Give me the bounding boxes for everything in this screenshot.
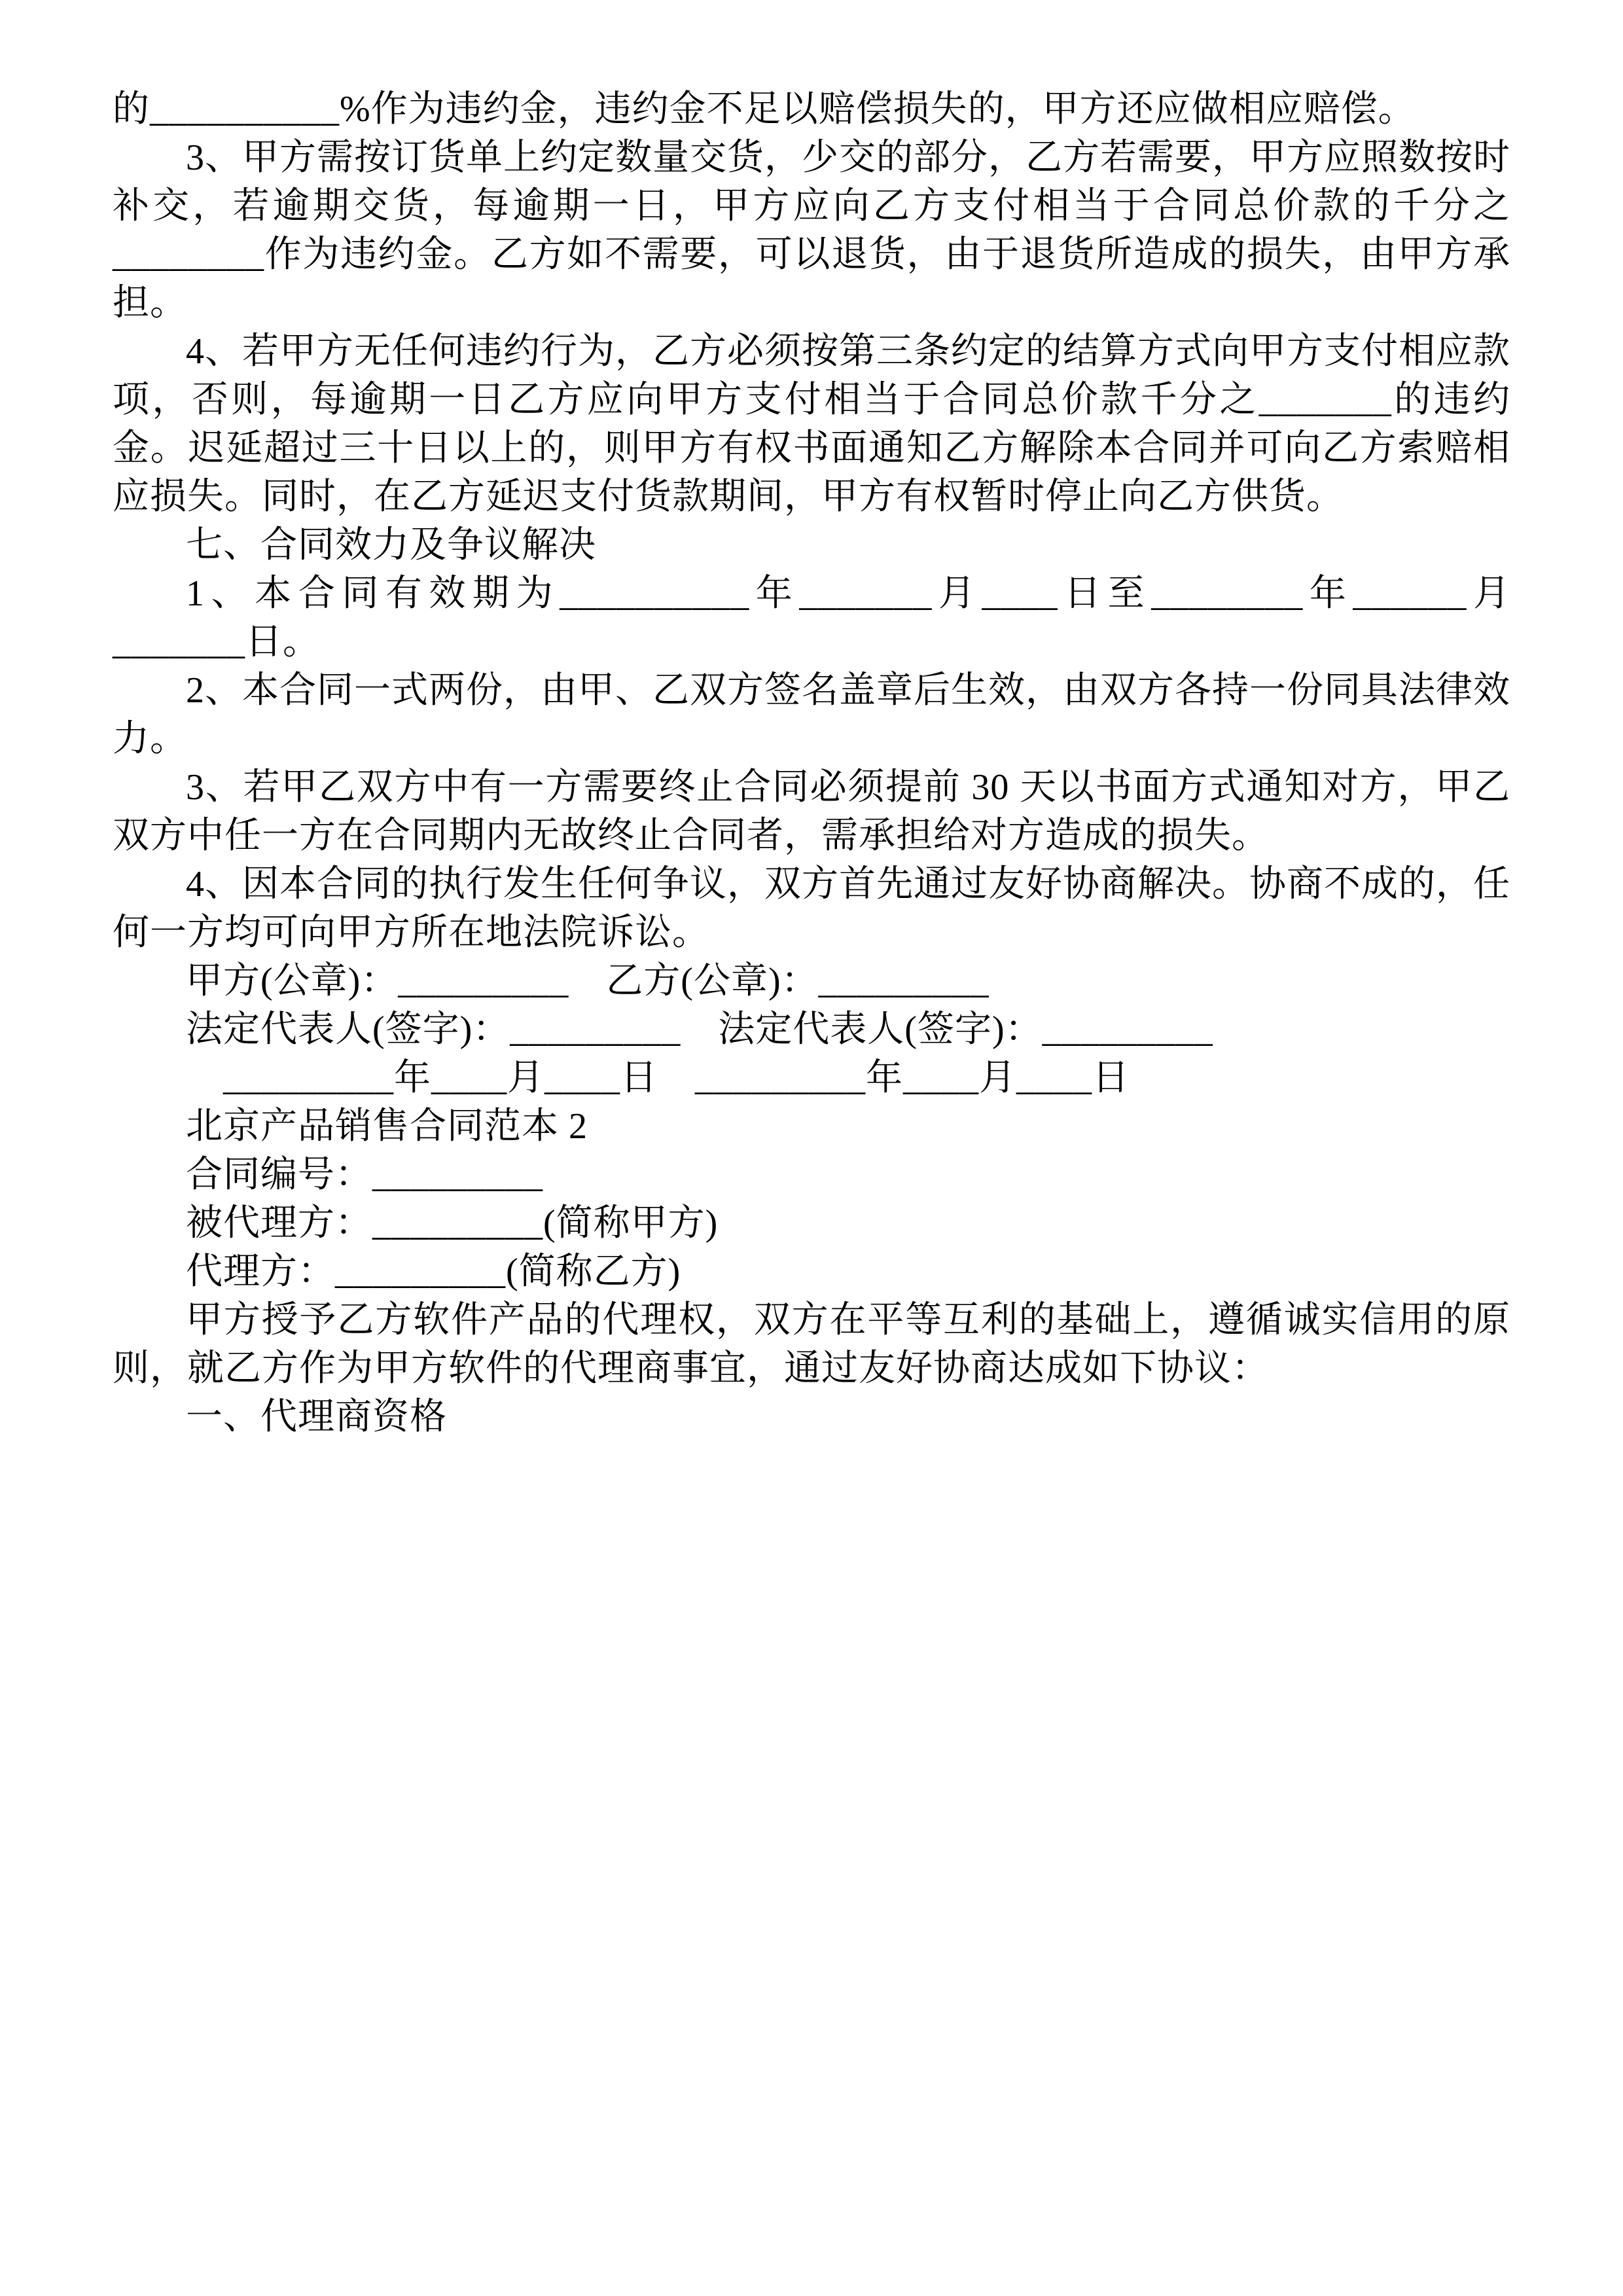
clause-7-1-validity-period: 1、本合同有效期为__________年_______月____日至________年______月_______日。 bbox=[113, 573, 1510, 662]
title-contract-sample-2: 北京产品销售合同范本 2 bbox=[186, 1106, 588, 1147]
signature-seal-line: 甲方(公章)：_________ 乙方(公章)：_________ bbox=[186, 961, 990, 1001]
signature-date-line: _________年____月____日 _________年____月____日 bbox=[186, 1058, 1130, 1098]
clause-payment-delay: 4、若甲方无任何违约行为，乙方必须按第三条约定的结算方式向甲方支付相应款项，否则，每逾期一日乙方应向甲方支付相当于合同总价款千分之_______的违约金。迟延超过三十日以上的，则甲方有权书面通知乙方解除本合同并可向乙方索赔相应损失。同时，在乙方延迟支付货款期间，甲方有权暂时停止向乙方供货。 bbox=[113, 331, 1510, 517]
contract-number-line: 合同编号：_________ bbox=[186, 1155, 543, 1195]
heading-section-seven: 七、合同效力及争议解决 bbox=[186, 525, 596, 565]
legal-representative-line: 法定代表人(签字)：_________ 法定代表人(签字)：_________ bbox=[186, 1009, 1213, 1050]
clause-shortfall-delivery: 3、甲方需按订货单上约定数量交货，少交的部分，乙方若需要，甲方应照数按时补交，若逾期交货，每逾期一日，甲方应向乙方支付相当于合同总价款的千分之________作为违约金。乙方如不需要，可以退货，由于退货所造成的损失，由甲方承担。 bbox=[113, 137, 1510, 323]
heading-agent-qualification: 一、代理商资格 bbox=[186, 1397, 447, 1437]
agent-party-line: 代理方：_________(简称乙方) bbox=[186, 1251, 681, 1292]
clause-breach-penalty-continuation: 的__________%作为违约金，违约金不足以赔偿损失的，甲方还应做相应赔偿。 bbox=[113, 89, 1416, 130]
contract-text-body bbox=[113, 85, 1510, 1441]
preamble-agency-agreement: 甲方授予乙方软件产品的代理权，双方在平等互利的基础上，遵循诚实信用的原则，就乙方作为甲方软件的代理商事宜，通过友好协商达成如下协议： bbox=[113, 1300, 1510, 1389]
clause-7-3-termination-notice: 3、若甲乙双方中有一方需要终止合同必须提前 30 天以书面方式通知对方，甲乙双方中任一方在合同期内无故终止合同者，需承担给对方造成的损失。 bbox=[113, 767, 1510, 856]
clause-7-4-dispute-resolution: 4、因本合同的执行发生任何争议，双方首先通过友好协商解决。协商不成的，任何一方均可向甲方所在地法院诉讼。 bbox=[113, 864, 1510, 953]
principal-party-line: 被代理方：_________(简称甲方) bbox=[186, 1203, 719, 1244]
clause-7-2-duplicate-copies: 2、本合同一式两份，由甲、乙双方签名盖章后生效，由双方各持一份同具法律效力。 bbox=[113, 670, 1510, 759]
